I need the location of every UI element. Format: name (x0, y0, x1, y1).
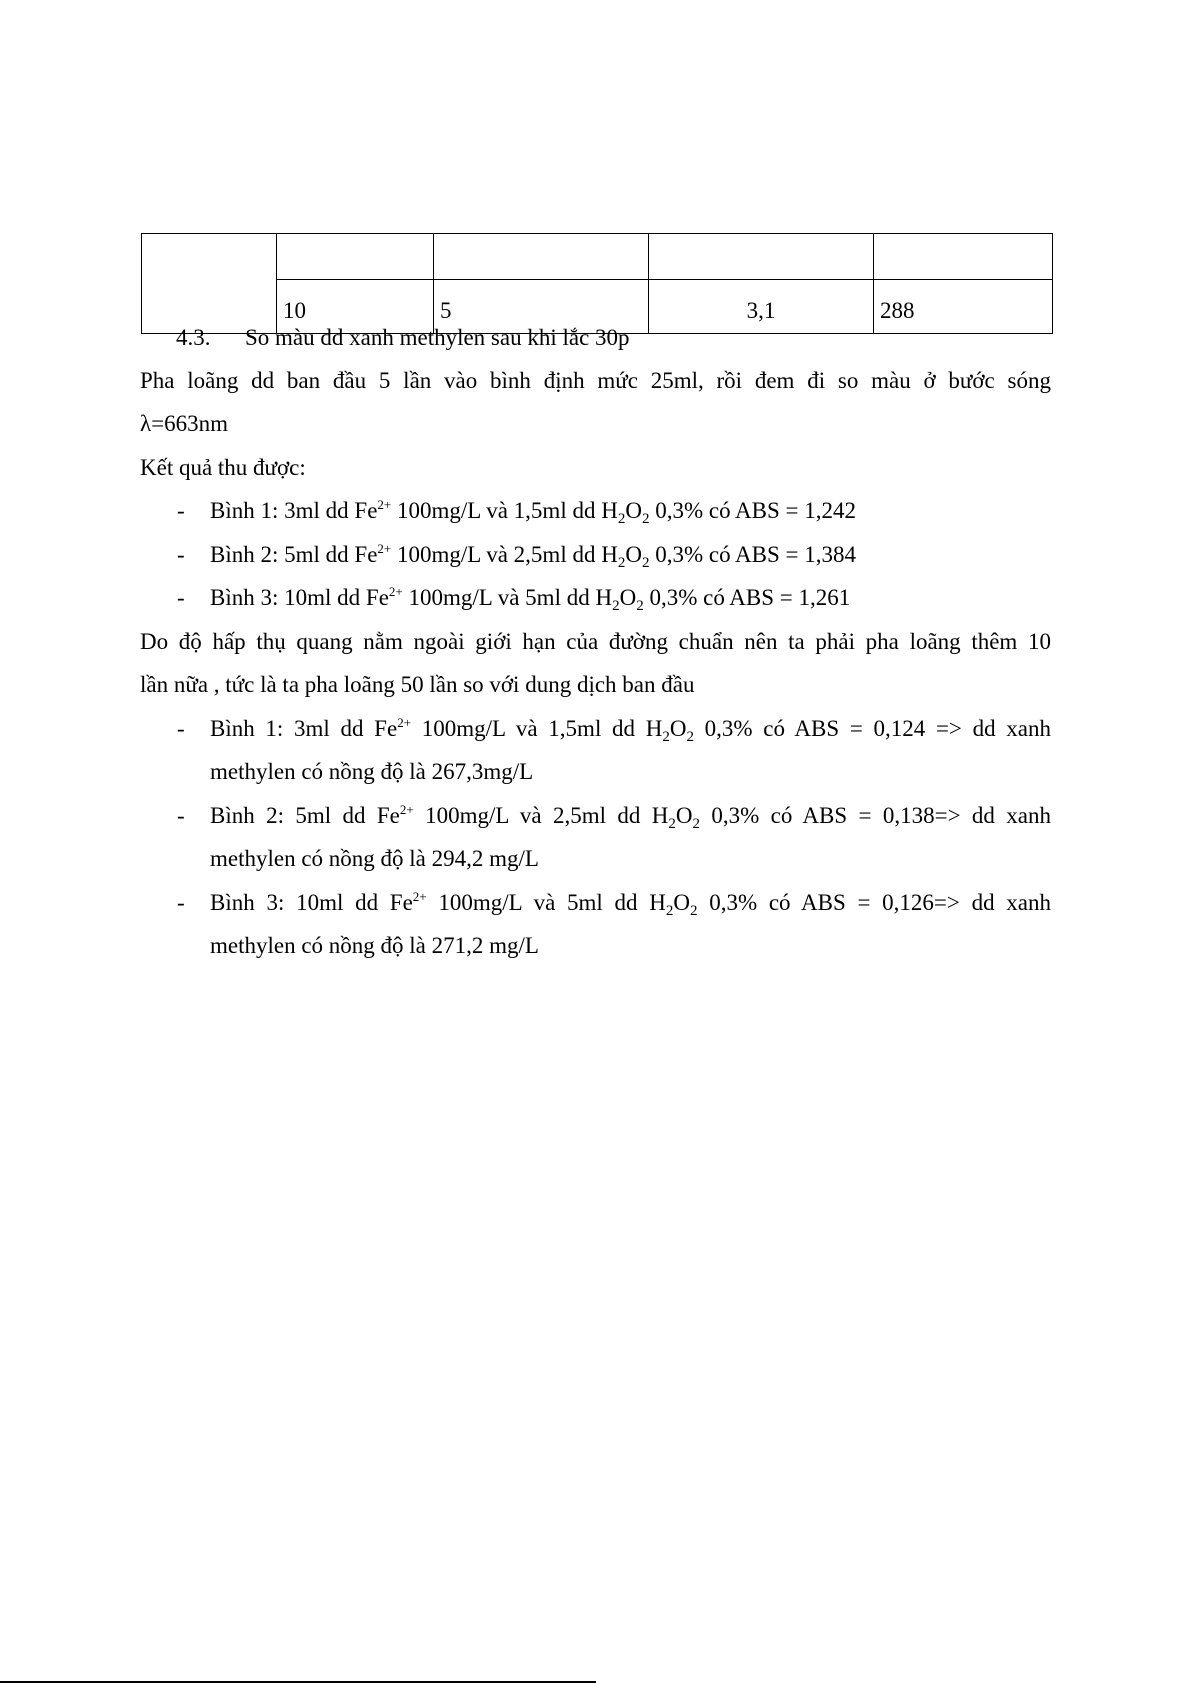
bullet-dash: - (177, 803, 185, 828)
bullet-dash: - (177, 542, 185, 567)
table-cell (874, 234, 1053, 280)
table-cell: 10 (277, 280, 434, 334)
note-line-1: Do độ hấp thụ quang nằm ngoài giới hạn của đường chuẩn nên ta phải pha loãng thêm 10 (140, 629, 1051, 654)
table-cell (277, 234, 434, 280)
table-cell: 5 (434, 280, 649, 334)
section-number: 4.3. (176, 325, 211, 350)
bullet-dash: - (177, 716, 185, 741)
list-item-continuation: methylen có nồng độ là 267,3mg/L (210, 759, 534, 784)
bullet-dash: - (177, 498, 185, 523)
table-cell (142, 234, 277, 334)
list-item: Bình 2: 5ml dd $Fe^{2+}$ 100mg/L và 2,5ml dd $H_2O_2$ 0,3% có ABS = 1,384 (210, 541, 857, 571)
intro-line-1: Pha loãng dd ban đầu 5 lần vào bình định mức 25ml, rồi đem đi so màu ở bước sóng (140, 368, 1051, 393)
list-item-continuation: methylen có nồng độ là 294,2 mg/L (210, 846, 539, 871)
list-item-continuation: methylen có nồng độ là 271,2 mg/L (210, 933, 539, 958)
list-item: Bình 2: 5ml dd $Fe^{2+}$ 100mg/L và 2,5ml dd $H_2O_2$ 0,3% có ABS = 0,138=> dd xanh (210, 802, 1051, 832)
table-cell: 3,1 (649, 280, 874, 334)
table-cell (434, 234, 649, 280)
bullet-dash: - (177, 585, 185, 610)
intro-line-2: λ=663nm (140, 411, 229, 436)
note-line-2: lần nữa , tức là ta pha loãng 50 lần so với dung dịch ban đầu (140, 672, 695, 697)
data-table (141, 233, 1053, 334)
footer-divider (0, 1681, 596, 1683)
list-item: Bình 3: 10ml dd $Fe^{2+}$ 100mg/L và 5ml dd $H_2O_2$ 0,3% có ABS = 1,261 (210, 584, 851, 614)
results-label: Kết quả thu được: (140, 455, 306, 480)
list-item: Bình 1: 3ml dd $Fe^{2+}$ 100mg/L và 1,5ml dd $H_2O_2$ 0,3% có ABS = 0,124 => dd xanh (210, 715, 1051, 745)
table-cell: 288 (874, 280, 1053, 334)
table-cell (649, 234, 874, 280)
table-row (142, 234, 1053, 280)
list-item: Bình 1: 3ml dd $Fe^{2+}$ 100mg/L và 1,5ml dd $H_2O_2$ 0,3% có ABS = 1,242 (210, 497, 857, 527)
section-title: So màu dd xanh methylen sau khi lắc 30p (245, 325, 630, 350)
bullet-dash: - (177, 890, 185, 915)
list-item: Bình 3: 10ml dd $Fe^{2+}$ 100mg/L và 5ml dd $H_2O_2$ 0,3% có ABS = 0,126=> dd xanh (210, 889, 1051, 919)
